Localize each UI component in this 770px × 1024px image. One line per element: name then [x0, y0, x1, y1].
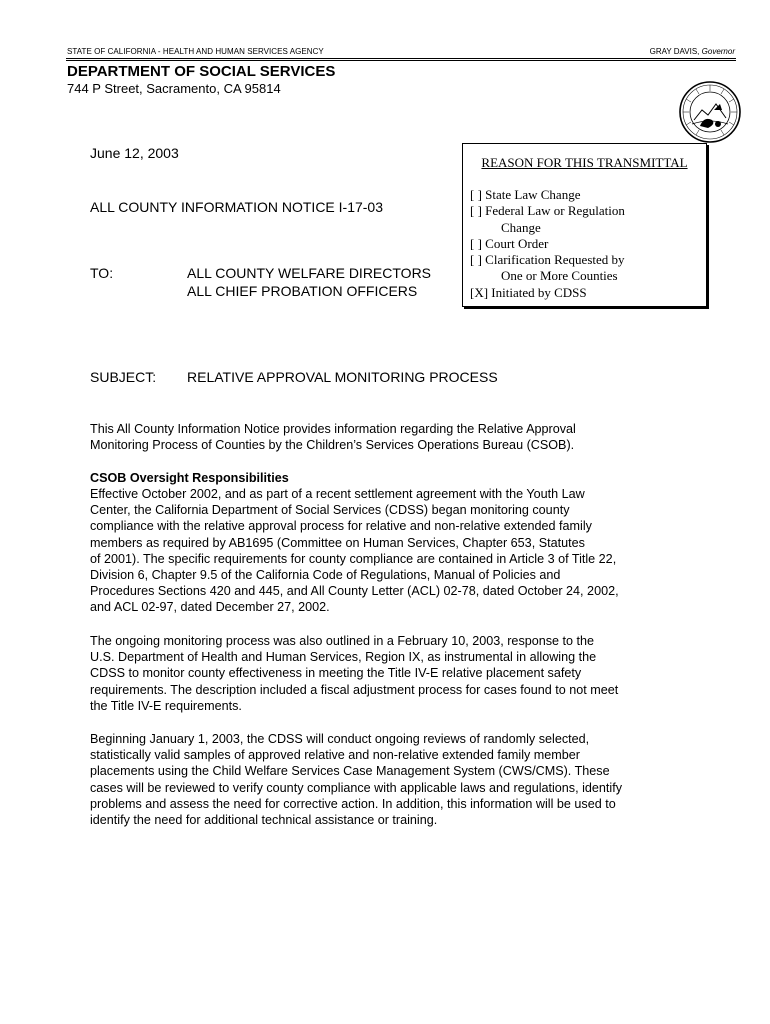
letter-date: June 12, 2003	[90, 145, 179, 161]
text-line: placements using the Child Welfare Services Case Management System (CWS/CMS). These	[90, 764, 610, 779]
text-line: identify the need for additional technical assistance or training.	[90, 813, 438, 828]
subject-text: RELATIVE APPROVAL MONITORING PROCESS	[187, 369, 498, 385]
text-line: Division 6, Chapter 9.5 of the California Code of Regulations, Manual of Policies and	[90, 568, 561, 583]
transmittal-reason-list	[470, 187, 625, 301]
reason-state-law: [ ] State Law Change	[470, 187, 581, 202]
subject-label: SUBJECT:	[90, 369, 157, 385]
notice-number: ALL COUNTY INFORMATION NOTICE I-17-03	[90, 199, 384, 215]
text-line: CDSS to monitor county effectiveness in meeting the Title IV-E relative placement safety	[90, 666, 582, 681]
transmittal-reason-box	[462, 143, 707, 307]
governor-header	[650, 47, 735, 56]
reason-court-order: [ ] Court Order	[470, 235, 549, 251]
reason-federal-law-cont: Change	[501, 219, 541, 235]
reason-federal-law: [ ] Federal Law or Regulation	[470, 203, 625, 219]
header-rule-bottom	[66, 60, 736, 61]
to-recipient: ALL COUNTY WELFARE DIRECTORS	[187, 265, 432, 281]
text-line: statistically valid samples of approved relative and non-relative extended family member	[90, 748, 580, 763]
section-heading: CSOB Oversight Responsibilities	[90, 471, 289, 485]
text-line: requirements. The description included a fiscal adjustment process for cases found to not meet	[90, 682, 619, 697]
reviews-paragraph	[90, 731, 685, 828]
text-line: Center, the California Department of Social Services (CDSS) began monitoring county	[90, 503, 570, 518]
text-line: and ACL 02-97, dated December 27, 2002.	[90, 600, 330, 615]
department-name: DEPARTMENT OF SOCIAL SERVICES	[67, 63, 336, 80]
text-line: Monitoring Process of Counties by the Children’s Services Operations Bureau (CSOB).	[90, 438, 575, 453]
monitoring-paragraph	[90, 633, 685, 714]
to-label: TO:	[90, 265, 114, 281]
text-line: Beginning January 1, 2003, the CDSS will conduct ongoing reviews of randomly selected,	[90, 732, 590, 746]
text-line: This All County Information Notice provides information regarding the Relative Approval	[90, 422, 576, 436]
text-line: Effective October 2002, and as part of a recent settlement agreement with the Youth Law	[90, 487, 585, 501]
text-line: members as required by AB1695 (Committee on Human Services, Chapter 653, Statutes	[90, 535, 585, 550]
state-seal-icon	[678, 80, 742, 144]
governor-title: Governor	[701, 47, 735, 56]
intro-paragraph	[90, 421, 685, 453]
oversight-paragraph	[90, 486, 685, 616]
text-line: compliance with the relative approval process for relative and non-relative extended family	[90, 519, 592, 534]
reason-clarification-cont: One or More Counties	[501, 268, 618, 284]
agency-header: STATE OF CALIFORNIA - HEALTH AND HUMAN SERVICES AGENCY	[67, 47, 324, 56]
text-line: problems and assess the need for corrective action. In addition, this information will be used to	[90, 796, 616, 811]
text-line: of 2001). The specific requirements for county compliance are contained in Article 3 of Title 22,	[90, 551, 617, 566]
transmittal-title: REASON FOR THIS TRANSMITTAL	[481, 155, 688, 170]
text-line: The ongoing monitoring process was also outlined in a February 10, 2003, response to the	[90, 634, 595, 648]
header-rule-top	[66, 58, 736, 59]
text-line: U.S. Department of Health and Human Services, Region IX, as instrumental in allowing the	[90, 650, 597, 665]
to-recipient: ALL CHIEF PROBATION OFFICERS	[187, 283, 418, 299]
department-address: 744 P Street, Sacramento, CA 95814	[67, 81, 281, 96]
text-line: Procedures Sections 420 and 445, and All County Letter (ACL) 02-78, dated October 24, 2002,	[90, 584, 619, 599]
text-line: the Title IV-E requirements.	[90, 698, 242, 713]
reason-initiated-cdss: [X] Initiated by CDSS	[470, 284, 587, 300]
governor-name: GRAY DAVIS,	[649, 47, 700, 56]
reason-clarification: [ ] Clarification Requested by	[470, 252, 625, 268]
text-line: cases will be reviewed to verify county compliance with applicable laws and regulations, identify	[90, 780, 623, 795]
